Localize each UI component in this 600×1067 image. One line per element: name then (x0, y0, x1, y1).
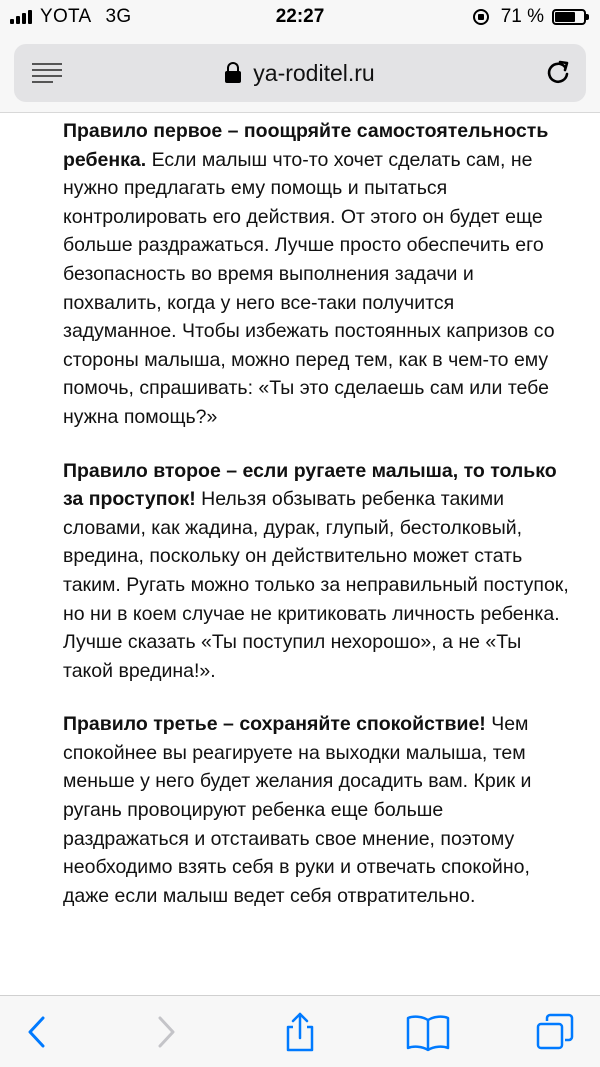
battery-percent: 71 % (500, 6, 544, 27)
rule-3-text: Чем спокойнее вы реагируете на выходки малыша, тем меньше у него будет желания досадить вам. Крик и ругань провоцируют ребенка еще больше раздражаться и отстаивать свое мнение, поэтому необходимо взять себя в руки и отвечать спокойно, даже если малыш ведет себя отвратительно. (63, 713, 532, 907)
battery-icon (552, 9, 586, 25)
rule-1-title: Правило первое – поощряйте самостоятельность ребенка. (63, 120, 549, 171)
rule-2-text: Нельзя обзывать ребенка такими словами, как жадина, дурак, глупый, бестолковый, вредина, поскольку он действительно может стать таким. Ругать можно только за неправильный поступок, но ни в коем случае не критиковать личность ребенка. Лучше сказать «Ты поступил нехорошо», а не «Ты такой вредина!». (63, 488, 569, 682)
rule-2-title: Правило второе – если ругаете малыша, то только за проступок! (63, 459, 557, 511)
orientation-lock-icon (473, 9, 489, 25)
status-right (473, 6, 586, 28)
battery-fill (555, 12, 575, 22)
address-bar[interactable] (14, 44, 586, 102)
status-time: 22:27 (275, 6, 325, 27)
bookmarks-icon[interactable] (405, 1012, 451, 1052)
forward-icon[interactable] (145, 1012, 185, 1052)
rule-2-paragraph (63, 457, 570, 686)
rule-3-paragraph (63, 710, 570, 910)
rule-3-title: Правило третье – сохраняйте спокойствие! (63, 713, 486, 736)
url-text: ya-roditel.ru (253, 59, 375, 86)
carrier-name: YOTA (40, 6, 92, 27)
browser-bar (0, 34, 600, 113)
tabs-icon[interactable] (535, 1012, 575, 1052)
rule-1-text: Если малыш что-то хочет сделать сам, не нужно предлагать ему помощь и пытаться контролировать его действия. От этого он будет еще больше раздражаться. Лучше просто обеспечить его безопасность во время выполнения задачи и похвалить, когда у него все-таки получится задуманное. Чтобы избежать постоянных капризов со стороны малыша, можно перед тем, как в чем-то ему помочь, спрашивать: «Ты это сделаешь сам или тебе нужна помощь?» (63, 148, 555, 428)
rule-1-paragraph (63, 116, 570, 432)
bottom-toolbar (0, 995, 600, 1067)
reload-icon[interactable] (544, 59, 572, 87)
status-bar (0, 0, 600, 34)
back-icon[interactable] (18, 1012, 58, 1052)
url-display[interactable] (14, 44, 586, 102)
share-icon[interactable] (280, 1012, 320, 1052)
lock-icon (225, 62, 241, 84)
network-type: 3G (105, 6, 132, 27)
article-content (0, 113, 600, 995)
